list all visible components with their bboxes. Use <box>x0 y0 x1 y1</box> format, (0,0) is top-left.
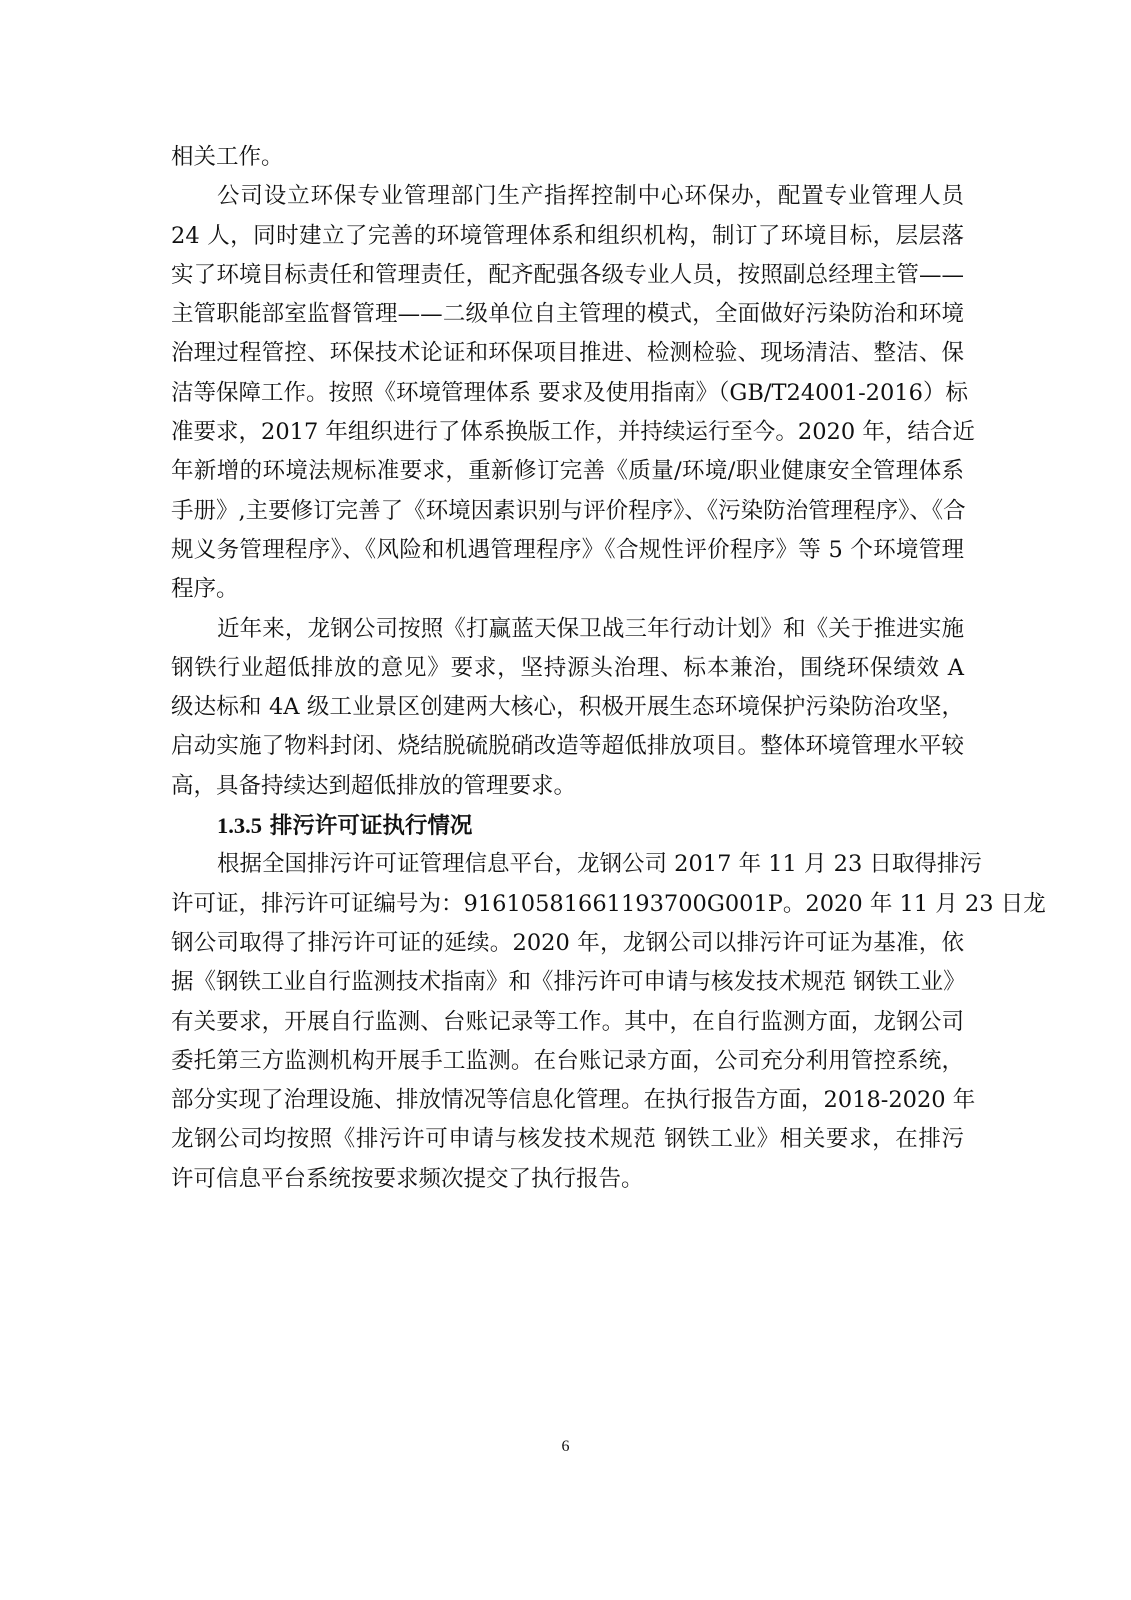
paragraph-line: 高，具备持续达到超低排放的管理要求。 <box>171 772 577 799</box>
page-number: 6 <box>561 1438 570 1455</box>
paragraph-line: 公司设立环保专业管理部门生产指挥控制中心环保办，配置专业管理人员 <box>217 183 964 210</box>
paragraph-line: 程序。 <box>171 576 239 603</box>
paragraph-line: 龙钢公司均按照《排污许可申请与核发技术规范 钢铁工业》相关要求，在排污 <box>171 1126 964 1153</box>
document-body <box>171 138 1046 1199</box>
paragraph-line: 实了环境目标责任和管理责任，配齐配强各级专业人员，按照副总经理主管—— <box>171 261 964 288</box>
paragraph-line: 启动实施了物料封闭、烧结脱硫脱硝改造等超低排放项目。整体环境管理水平较 <box>171 733 964 760</box>
section-heading <box>171 806 964 845</box>
paragraph-line: 据《钢铁工业自行监测技术指南》和《排污许可申请与核发技术规范 钢铁工业》 <box>171 969 966 996</box>
paragraph-line: 洁等保障工作。按照《环境管理体系 要求及使用指南》（GB/T24001-2016）标 <box>171 379 968 406</box>
paragraph-line: 许可信息平台系统按要求频次提交了执行报告。 <box>171 1165 644 1192</box>
paragraph-line: 相关工作。 <box>171 144 284 170</box>
paragraph-line: 钢铁行业超低排放的意见》要求，坚持源头治理、标本兼治，围绕环保绩效 A <box>171 654 964 681</box>
section-title: 排污许可证执行情况 <box>269 813 473 840</box>
paragraph-line: 根据全国排污许可证管理信息平台，龙钢公司 2017 年 11 月 23 日取得排污 <box>217 851 982 878</box>
paragraph-line: 治理过程管控、环保技术论证和环保项目推进、检测检验、现场清洁、整洁、保 <box>171 340 964 367</box>
paragraph-line: 部分实现了治理设施、排放情况等信息化管理。在执行报告方面，2018-2020 年 <box>171 1087 976 1114</box>
paragraph-line: 级达标和 4A 级工业景区创建两大核心，积极开展生态环境保护污染防治攻坚， <box>171 694 964 721</box>
paragraph-line: 24 人，同时建立了完善的环境管理体系和组织机构，制订了环境目标，层层落 <box>171 222 964 249</box>
paragraph-line: 近年来，龙钢公司按照《打赢蓝天保卫战三年行动计划》和《关于推进实施 <box>217 615 964 642</box>
paragraph-line: 许可证，排污许可证编号为：91610581661193700G001P。2020 年 11 月 23 日龙 <box>171 890 1046 917</box>
paragraph-line: 手册》,主要修订完善了《环境因素识别与评价程序》、《污染防治管理程序》、《合 <box>171 497 966 524</box>
paragraph-line: 规义务管理程序》、《风险和机遇管理程序》《合规性评价程序》等 5 个环境管理 <box>171 536 964 563</box>
paragraph-line: 准要求，2017 年组织进行了体系换版工作，并持续运行至今。2020 年，结合近 <box>171 419 975 446</box>
section-number: 1.3.5 <box>217 813 262 839</box>
paragraph-line: 有关要求，开展自行监测、台账记录等工作。其中，在自行监测方面，龙钢公司 <box>171 1008 964 1035</box>
paragraph-line: 钢公司取得了排污许可证的延续。2020 年，龙钢公司以排污许可证为基准，依 <box>171 929 964 956</box>
paragraph-line: 委托第三方监测机构开展手工监测。在台账记录方面，公司充分利用管控系统， <box>171 1047 964 1074</box>
paragraph-line: 年新增的环境法规标准要求，重新修订完善《质量/环境/职业健康安全管理体系 <box>171 458 964 485</box>
paragraph-line: 主管职能部室监督管理——二级单位自主管理的模式，全面做好污染防治和环境 <box>171 301 964 328</box>
